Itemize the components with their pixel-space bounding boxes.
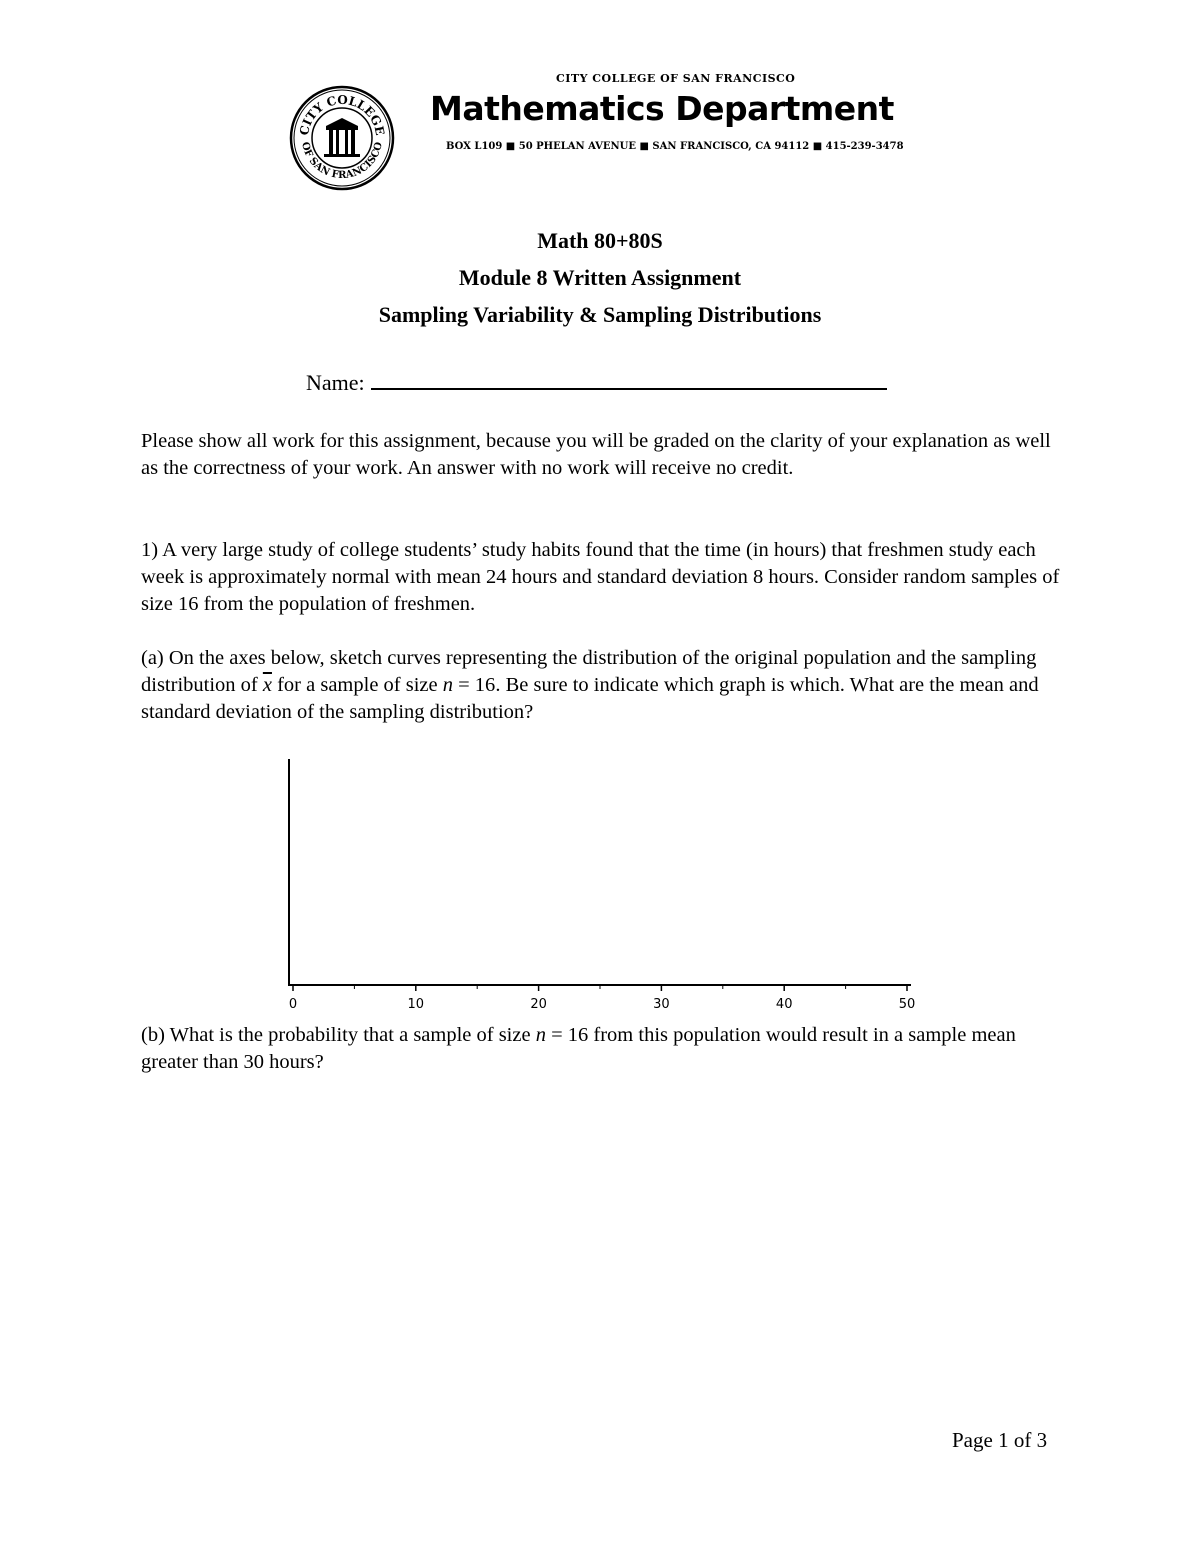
module-title: Module 8 Written Assignment	[458, 265, 742, 290]
q1b-text-end: = 16 from this population would result in a sample mean greater than 30 hours?	[141, 1024, 1016, 1073]
q1a-text-middle: for a sample of size	[271, 674, 443, 696]
x-tick-label: 0	[288, 997, 298, 1012]
x-tick-label: 50	[898, 997, 916, 1012]
x-tick-label: 10	[407, 997, 425, 1012]
q1a-text-end: . Be sure to indicate which graph is which. What are the mean and standard deviation of the sampling distribution?	[141, 674, 1039, 723]
question-1-text: 1) A very large study of college students’ study habits found that the time (in hours) that freshmen study each week is approximately normal with mean 24 hours and standard deviation 8 hours. Consider random samples of size 16 from the population of freshmen.	[141, 539, 1060, 615]
x-tick-label: 30	[653, 997, 670, 1012]
college-name: CITY COLLEGE OF SAN FRANCISCO	[556, 72, 796, 85]
svg-text:CITY COLLEGE: CITY COLLEGE	[296, 92, 388, 137]
q1a-text-start: (a) On the axes below, sketch curves representing the distribution of the original population and the sampling distribution of	[141, 647, 1037, 696]
xbar-symbol: $\overline{x}$	[262, 674, 272, 696]
department-name: Mathematics Department	[430, 89, 894, 128]
topic-title: Sampling Variability & Sampling Distributions	[378, 302, 822, 327]
instructions-paragraph: Please show all work for this assignment, because you will be graded on the clarity of your explanation as well as the correctness of your work. An answer with no work will receive no credit.	[141, 430, 1051, 479]
name-field-row	[306, 366, 887, 396]
blank-axes-chart[interactable]	[280, 755, 920, 1020]
college-seal-logo	[288, 84, 396, 192]
n-value: = 16	[453, 674, 496, 696]
department-address: BOX L109 ■ 50 PHELAN AVENUE ■ SAN FRANCISCO, CA 94112 ■ 415-239-3478	[446, 141, 904, 152]
svg-text:OF SAN FRANCISCO: OF SAN FRANCISCO	[299, 141, 385, 182]
q1b-text-start: (b) What is the probability that a sample of size	[141, 1024, 536, 1046]
course-title: Math 80+80S	[537, 228, 663, 253]
assignment-title	[0, 222, 1200, 333]
page-number: Page 1 of 3	[952, 1428, 1048, 1452]
n-symbol-b: n	[535, 1024, 546, 1046]
name-blank-line[interactable]	[371, 366, 887, 390]
x-tick-label: 40	[775, 997, 793, 1012]
n-symbol: n	[442, 674, 453, 696]
question-1a-text	[141, 645, 1061, 726]
x-tick-label: 20	[530, 997, 547, 1012]
question-1b-text	[141, 1022, 1061, 1076]
name-label: Name:	[306, 370, 365, 395]
